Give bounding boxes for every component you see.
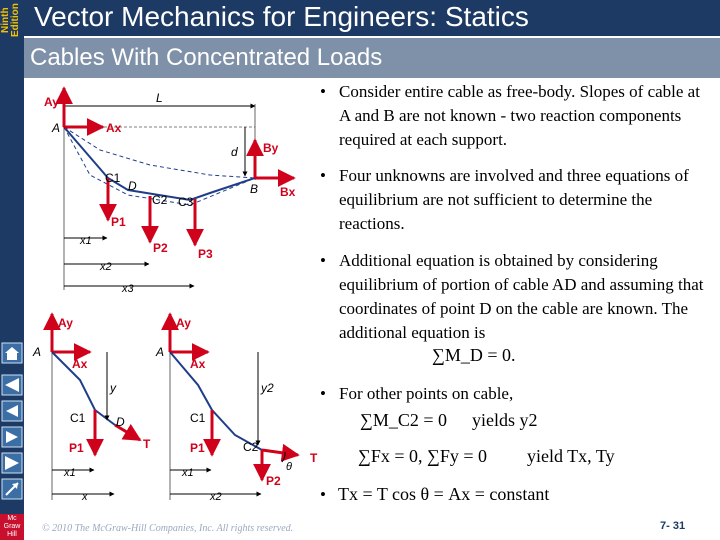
label-C3: C3: [178, 195, 194, 209]
label-T-right: T: [310, 451, 318, 465]
label-Ax-right: Ax: [190, 357, 206, 371]
label-d: d: [231, 145, 238, 159]
label-Ay: Ay: [44, 95, 59, 109]
label-Bx: Bx: [280, 185, 296, 199]
page-title: Vector Mechanics for Engineers: Statics: [34, 1, 529, 32]
figure-free-body-AC2: [155, 314, 318, 503]
label-C1-right: C1: [190, 411, 206, 425]
label-P2-right: P2: [266, 474, 281, 488]
label-D-left: D: [116, 415, 125, 429]
equation-moment-d: ∑M_D = 0.: [432, 345, 516, 365]
bullet-dot: •: [320, 384, 326, 403]
label-C1: C1: [105, 171, 121, 185]
label-A-left: A: [33, 345, 42, 359]
label-A-right: A: [156, 345, 165, 359]
label-Ax: Ax: [106, 121, 122, 135]
bullet-text: Consider entire cable as free-body. Slopes of cable at A and B are not known - two reaction components required at each support.: [339, 82, 700, 149]
slide-title: Cables With Concentrated Loads: [30, 44, 383, 71]
figure-free-body-AD: [32, 314, 151, 503]
label-D: D: [128, 179, 137, 193]
copyright-notice: © 2010 The McGraw-Hill Companies, Inc. All rights reserved.: [42, 523, 294, 534]
bullet-dot: •: [320, 485, 326, 504]
bullet-dot: •: [320, 166, 326, 185]
label-C1-left: C1: [70, 411, 86, 425]
label-x1: x1: [80, 235, 92, 247]
label-theta: θ: [286, 461, 292, 473]
label-T-left: T: [143, 437, 151, 451]
label-x3: x3: [122, 283, 134, 295]
label-x1-left: x1: [64, 467, 76, 479]
label-x2: x2: [100, 261, 112, 273]
label-Ay-right: Ay: [176, 316, 191, 330]
label-C2: C2: [152, 193, 168, 207]
bullet-text: Additional equation is obtained by considering equilibrium of portion of cable AD and assuming that coordinates of point D on the cable are known. The additional equation is: [339, 251, 704, 342]
label-Ax-left: Ax: [72, 357, 88, 371]
label-P1-left: P1: [69, 441, 84, 455]
label-By: By: [263, 141, 279, 155]
bullet-text: Four unknowns are involved and three equations of equilibrium are not sufficient to determine the reactions.: [339, 166, 689, 233]
equation-yield-t: yield Tx, Ty: [527, 446, 615, 466]
page-number: 7- 31: [660, 520, 686, 532]
bullet-text: For other points on cable,: [339, 384, 514, 403]
equation-yields-y2: yields y2: [472, 410, 538, 430]
cable-shape: [64, 127, 255, 200]
tension-T-right: [262, 450, 298, 455]
label-Ay-left: Ay: [58, 316, 73, 330]
equation-moment-c2: ∑M_C2 = 0: [360, 410, 447, 430]
publisher-logo: Mc Graw Hill: [0, 514, 24, 540]
bullet-dot: •: [320, 82, 326, 101]
label-y2: y2: [261, 381, 274, 395]
label-P1: P1: [111, 215, 126, 229]
label-P1-right: P1: [190, 441, 205, 455]
label-P3: P3: [198, 247, 213, 261]
cable-dashed-1: [64, 127, 255, 178]
label-x: x: [82, 491, 88, 503]
bullet-dot: •: [320, 251, 326, 270]
label-C2-right: C2: [243, 440, 259, 454]
equation-tension: Tx = T cos θ = Ax = constant: [338, 484, 550, 504]
edition-label: Ninth Edition: [0, 3, 21, 37]
label-B: B: [250, 182, 259, 196]
equation-force-sums: ∑Fx = 0, ∑Fy = 0: [358, 446, 487, 466]
label-L: L: [156, 91, 163, 105]
label-P2: P2: [153, 241, 168, 255]
label-x2-right: x2: [210, 491, 222, 503]
label-A: A: [52, 121, 61, 135]
figure-full-cable: [44, 88, 296, 295]
cable-segment-AC2: [170, 352, 262, 450]
label-y: y: [110, 381, 116, 395]
label-x1-right: x1: [182, 467, 194, 479]
